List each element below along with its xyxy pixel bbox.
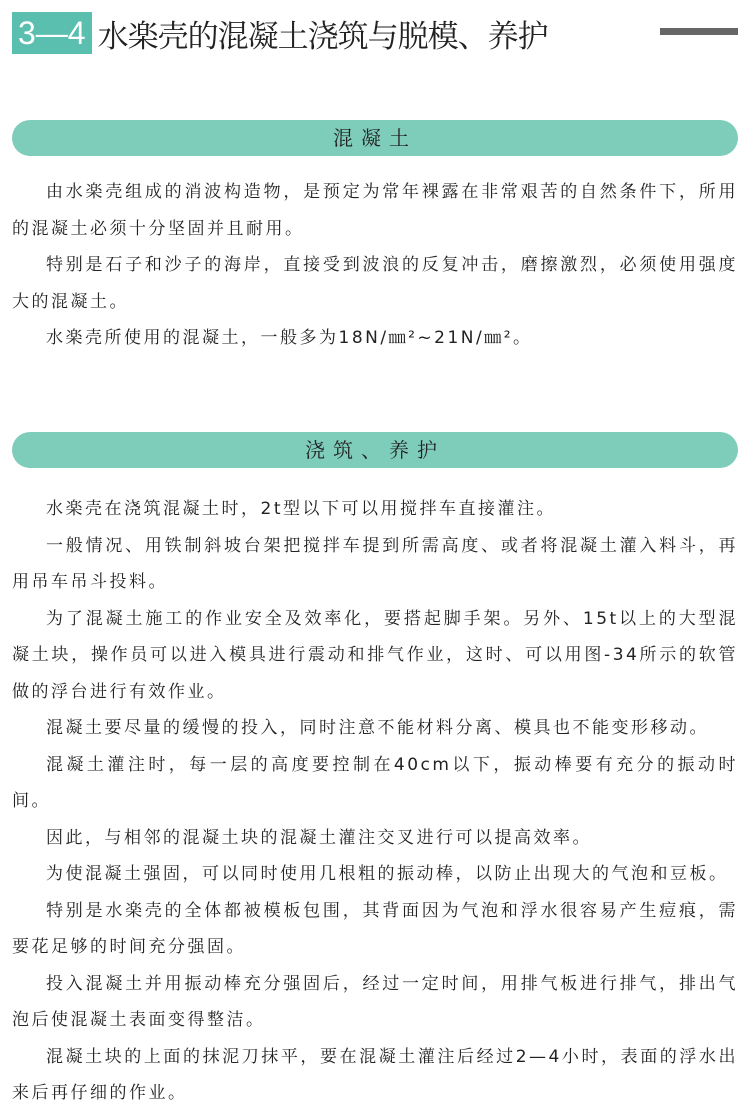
paragraph: 混凝土要尽量的缓慢的投入，同时注意不能材料分离、模具也不能变形移动。 (46, 718, 709, 738)
paragraph: 投入混凝土并用振动棒充分强固后，经过一定时间，用排气板进行排气，排出气泡后使混凝土表面变得整洁。 (12, 973, 738, 1030)
section-heading-concrete: 混凝土 (12, 120, 738, 156)
paragraph: 一般情况、用铁制斜坡台架把搅拌车提到所需高度、或者将混凝土灌入料斗，再用吊车吊斗投料。 (12, 535, 738, 592)
title-text: 水楽壳的混凝土浇筑与脱模、养护 (97, 18, 548, 55)
paragraph: 由水楽壳组成的消波构造物，是预定为常年裸露在非常艰苦的自然条件下，所用的混凝土必须十分坚固并且耐用。 (12, 182, 738, 239)
paragraph: 混凝土灌注时，每一层的高度要控制在40cm以下，振动棒要有充分的振动时间。 (12, 754, 738, 811)
paragraph: 为了混凝土施工的作业安全及效率化，要搭起脚手架。另外、15t以上的大型混凝土块，操作员可以进入模具进行震动和排气作业，这时、可以用图-34所示的软管做的浮台进行有效作业。 (12, 608, 738, 702)
paragraph: 特别是石子和沙子的海岸，直接受到波浪的反复冲击，磨擦激烈，必须使用强度大的混凝土。 (12, 255, 738, 312)
paragraph: 混凝土块的上面的抹泥刀抹平，要在混凝土灌注后经过2—4小时，表面的浮水出来后再仔细的作业。 (12, 1046, 738, 1103)
section-body-concrete (12, 174, 738, 357)
paragraph: 水楽壳在浇筑混凝土时，2t型以下可以用搅拌车直接灌注。 (46, 499, 556, 519)
paragraph: 为使混凝土强固，可以同时使用几根粗的振动棒，以防止出现大的气泡和豆板。 (46, 864, 729, 884)
section-heading-pouring-curing: 浇筑、养护 (12, 432, 738, 468)
section-number: 3—4 (12, 12, 92, 54)
title-rule (660, 28, 738, 35)
paragraph: 特别是水楽壳的全体都被模板包围，其背面因为气泡和浮水很容易产生痘痕，需要花足够的时间充分强固。 (12, 900, 738, 957)
page-title (12, 12, 548, 54)
section-body-pouring-curing (12, 491, 738, 1112)
paragraph: 因此，与相邻的混凝土块的混凝土灌注交叉进行可以提高效率。 (46, 827, 592, 848)
paragraph: 水楽壳所使用的混凝土，一般多为18N/㎜²~21N/㎜²。 (46, 328, 533, 348)
